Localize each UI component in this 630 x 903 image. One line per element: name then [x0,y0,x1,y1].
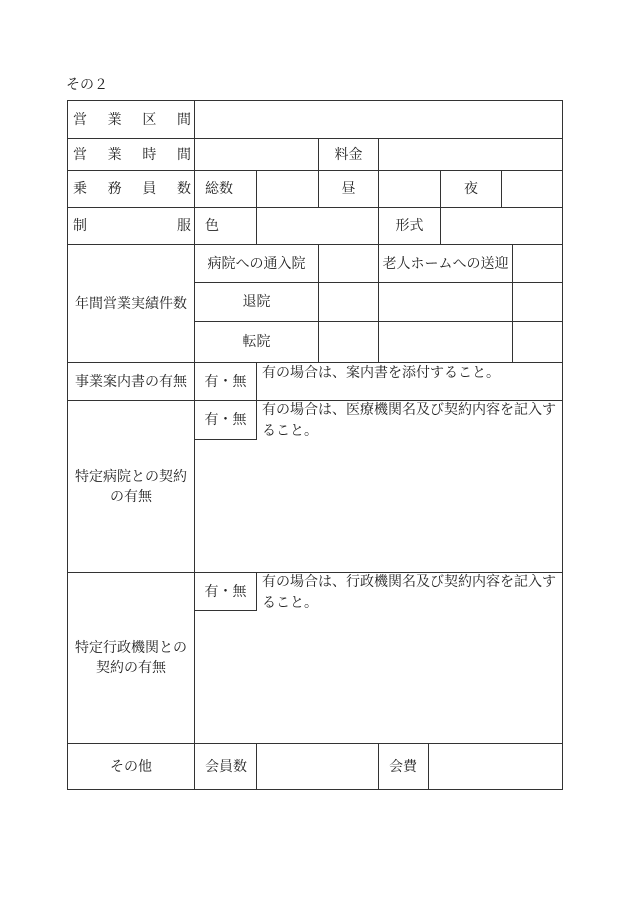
crew-total-label: 総数 [194,170,257,208]
business-hours-label-cell [67,138,195,171]
route-label: 営 業 区 間 [73,111,191,128]
discharge-label: 退院 [194,282,319,322]
crew-total-value-cell [256,170,319,208]
transfer-label: 転院 [194,321,319,363]
route-value-cell [194,100,563,139]
crew-night-label: 夜 [440,170,502,208]
business-info-form [67,100,563,790]
members-count-value-cell [256,743,379,790]
nursing-home-transport-value-cell [512,244,563,283]
uniform-color-label: 色 [194,207,257,245]
membership-fee-label: 会費 [378,743,429,790]
hospital-transport-value-cell [318,244,379,283]
agency-contract-note: 有の場合は、行政機関名及び契約内容を記入すること。 [262,574,556,611]
transfer-value-cell [318,321,379,363]
crew-day-label: 昼 [318,170,379,208]
uniform-color-value-cell [256,207,379,245]
other-label: その他 [67,743,195,790]
uniform-style-value-cell [440,207,563,245]
discharge-extra-value-cell [512,282,563,322]
transfer-extra-cell [378,321,513,363]
uniform-style-label: 形式 [378,207,441,245]
page-heading: その２ [66,77,108,93]
uniform-label: 制 服 [73,218,191,234]
hospital-contract-note: 有の場合は、医療機関名及び契約内容を記入すること。 [262,402,556,439]
membership-fee-value-cell [428,743,563,790]
agency-contract-label: 特定行政機関との契約の有無 [67,572,195,744]
discharge-extra-cell [378,282,513,322]
transfer-extra-value-cell [512,321,563,363]
nursing-home-transport-label: 老人ホームへの送迎 [378,244,513,283]
route-label-cell [67,100,195,139]
brochure-choice: 有・無 [194,362,257,401]
brochure-label: 事業案内書の有無 [67,362,195,401]
crew-night-value-cell [501,170,563,208]
crew-count-label: 乗 務 員 数 [73,181,191,197]
fare-label: 料金 [318,138,379,171]
members-count-label: 会員数 [194,743,257,790]
discharge-value-cell [318,282,379,322]
agency-contract-choice: 有・無 [194,572,257,611]
brochure-note: 有の場合は、案内書を添付すること。 [256,362,563,401]
uniform-label-cell [67,207,195,245]
crew-day-value-cell [378,170,441,208]
hospital-contract-label: 特定病院との契約の有無 [67,400,195,573]
hospital-transport-label: 病院への通入院 [194,244,319,283]
business-hours-value-cell [194,138,319,171]
business-hours-label: 営 業 時 間 [73,146,191,163]
annual-record-label: 年間営業実績件数 [67,244,195,363]
hospital-contract-choice: 有・無 [194,400,257,440]
fare-value-cell [378,138,563,171]
crew-count-label-cell [67,170,195,208]
